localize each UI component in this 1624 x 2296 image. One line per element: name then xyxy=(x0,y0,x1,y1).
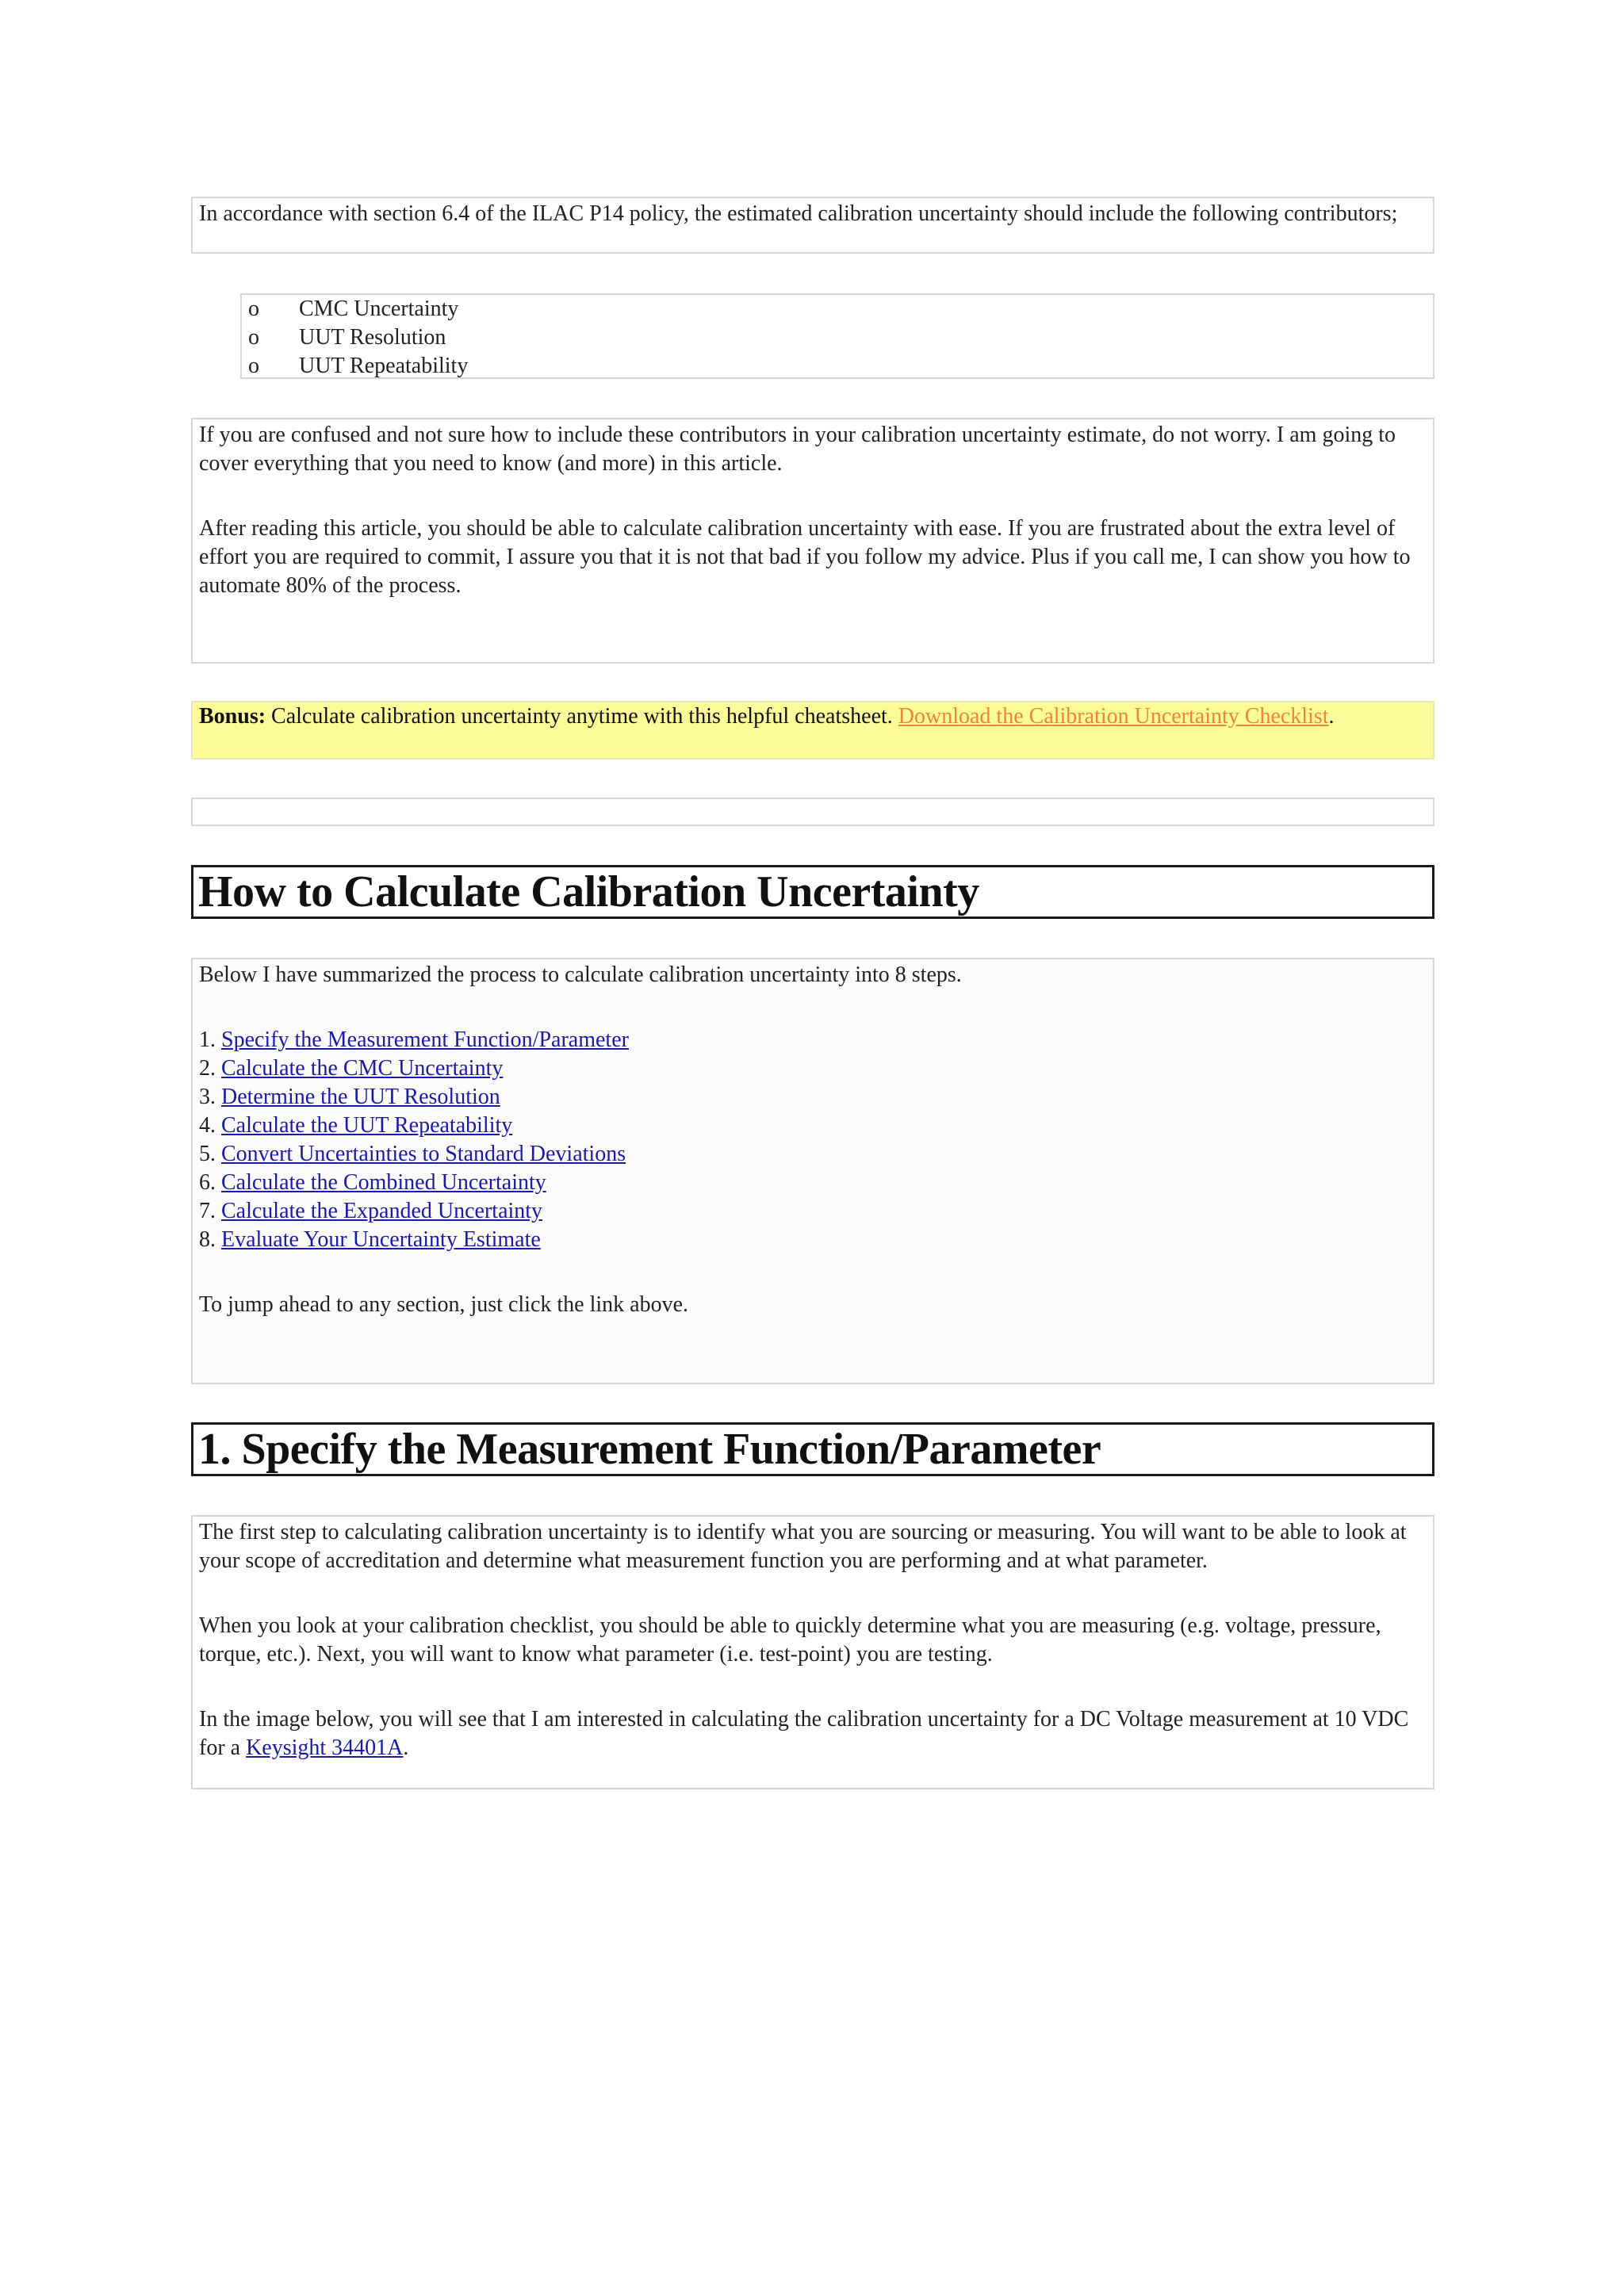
empty-block xyxy=(191,798,1434,826)
jump-ahead-note: To jump ahead to any section, just click the link above. xyxy=(199,1292,688,1317)
heading-specify-measurement: 1. Specify the Measurement Function/Parameter xyxy=(198,1425,1101,1474)
paragraph-end: . xyxy=(403,1735,409,1760)
list-item xyxy=(242,295,1433,323)
section-heading-how xyxy=(191,865,1434,919)
step-link-5[interactable]: Convert Uncertainties to Standard Deviations xyxy=(221,1142,626,1166)
confused-block xyxy=(191,418,1434,664)
step-number: 8. xyxy=(199,1227,221,1252)
step-number: 3. xyxy=(199,1085,221,1109)
list-item-label: CMC Uncertainty xyxy=(299,297,459,321)
bonus-callout xyxy=(191,701,1434,760)
confused-paragraph-1: If you are confused and not sure how to include these contributors in your calibration uncertainty estimate, do not worry. I am going to cover everything that you need to know (and more) in this article. xyxy=(199,423,1396,476)
bonus-text: Calculate calibration uncertainty anytime with this helpful cheatsheet. xyxy=(266,704,898,729)
step-link-8[interactable]: Evaluate Your Uncertainty Estimate xyxy=(221,1227,541,1252)
step-link-2[interactable]: Calculate the CMC Uncertainty xyxy=(221,1056,504,1081)
steps-summary: Below I have summarized the process to calculate calibration uncertainty into 8 steps. xyxy=(199,962,962,987)
step-link-7[interactable]: Calculate the Expanded Uncertainty xyxy=(221,1199,543,1223)
list-item xyxy=(242,323,1433,352)
step-link-4[interactable]: Calculate the UUT Repeatability xyxy=(221,1113,513,1138)
contributors-list xyxy=(240,293,1434,379)
bullet-marker: o xyxy=(248,354,259,378)
step-link-3[interactable]: Determine the UUT Resolution xyxy=(221,1085,500,1109)
list-item-label: UUT Repeatability xyxy=(299,354,469,378)
section-1-paragraph-3 xyxy=(199,1705,1427,1762)
list-item xyxy=(199,1197,1427,1226)
list-item xyxy=(199,1226,1427,1254)
keysight-link[interactable]: Keysight 34401A xyxy=(246,1735,404,1760)
bonus-end: . xyxy=(1328,704,1335,729)
list-item xyxy=(199,1054,1427,1083)
heading-how-to-calculate: How to Calculate Calibration Uncertainty xyxy=(198,867,979,916)
section-heading-1 xyxy=(191,1422,1434,1476)
step-number: 5. xyxy=(199,1142,221,1166)
step-number: 2. xyxy=(199,1056,221,1081)
section-1-body xyxy=(191,1515,1434,1789)
list-item xyxy=(199,1083,1427,1112)
step-number: 1. xyxy=(199,1027,221,1052)
paragraph-text: In the image below, you will see that I am interested in calculating the calibration uncertainty for a DC Voltage measurement at 10 VDC for a xyxy=(199,1707,1409,1760)
bonus-label: Bonus: xyxy=(199,704,266,729)
bullet-marker: o xyxy=(248,297,259,321)
list-item xyxy=(199,1140,1427,1169)
step-number: 4. xyxy=(199,1113,221,1138)
steps-list xyxy=(199,1026,1427,1254)
confused-paragraph-2: After reading this article, you should be able to calculate calibration uncertainty with ease. If you are frustrated about the extra level of effort you are required to commit, I assure you that it is not that bad if you follow my advice. Plus if you call me, I can show you how to automate 80% of the process. xyxy=(199,516,1411,598)
section-1-paragraph-1: The first step to calculating calibration uncertainty is to identify what you are sourcing or measuring. You will want to be able to look at your scope of accreditation and determine what measurement function you are performing and at what parameter. xyxy=(199,1520,1407,1573)
step-number: 6. xyxy=(199,1170,221,1195)
checklist-download-link[interactable]: Download the Calibration Uncertainty Checklist xyxy=(898,704,1329,729)
step-link-1[interactable]: Specify the Measurement Function/Parameter xyxy=(221,1027,629,1052)
intro-block xyxy=(191,197,1434,254)
list-item xyxy=(242,352,1433,381)
step-link-6[interactable]: Calculate the Combined Uncertainty xyxy=(221,1170,546,1195)
steps-block xyxy=(191,958,1434,1384)
step-number: 7. xyxy=(199,1199,221,1223)
list-item xyxy=(199,1169,1427,1197)
list-item xyxy=(199,1112,1427,1140)
section-1-paragraph-2: When you look at your calibration checklist, you should be able to quickly determine what you are measuring (e.g. voltage, pressure, torque, etc.). Next, you will want to know what parameter (i.e. test-point) you are testing. xyxy=(199,1613,1381,1667)
bullet-marker: o xyxy=(248,325,259,350)
list-item-label: UUT Resolution xyxy=(299,325,446,350)
list-item xyxy=(199,1026,1427,1054)
intro-text: In accordance with section 6.4 of the ILAC P14 policy, the estimated calibration uncertainty should include the following contributors; xyxy=(199,201,1398,226)
